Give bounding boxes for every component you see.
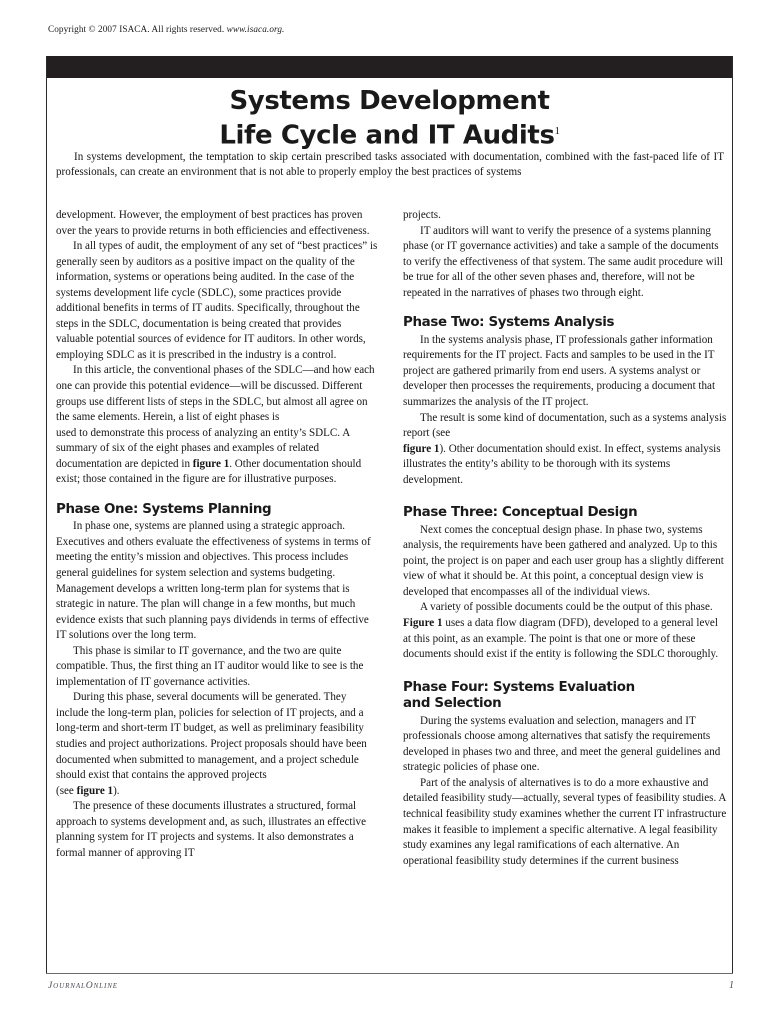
heading-phase-four-line-1: Phase Four: Systems Evaluation <box>403 679 635 695</box>
title-line-2-text: Life Cycle and IT Audits <box>219 120 555 151</box>
paragraph-text: uses a data flow diagram (DFD), developed to a general level at this point, as an example. The point is that one or more of these documents should exist if the entity is following the SDLC thoroughly. <box>403 617 719 661</box>
paragraph-text: ). Other documentation should exist. In effect, systems analysis illustrates the entity’s ability to be thorough with its systems development. <box>403 442 721 486</box>
figure-reference: figure 1 <box>192 457 230 470</box>
paragraph: In the systems analysis phase, IT professionals gather information requirements for the IT project. Facts and samples to be used in the IT project are gathered primarily from end users. A systems analyst or developer then processes the requirements, producing a document that summarizes the analysis of the IT project. <box>403 333 716 408</box>
figure-reference: figure 1 <box>403 442 440 455</box>
left-column <box>56 208 381 869</box>
paragraph: During this phase, several documents will be generated. They include the long-term plan, policies for selection of IT projects, and a long-term and short-term IT budget, as well as preliminary feasibility studies and project authorizations. Project proposals should have been documented when submitted to management, and a project schedule should exist that contains the approved projects <box>56 691 367 782</box>
heading-phase-two: Phase Two: Systems Analysis <box>403 315 615 331</box>
right-column <box>403 208 728 869</box>
paragraph: Next comes the conceptual design phase. In phase two, systems analysis, the requirements have been gathered and analyzed. Up to this point, the project is on paper and each user group has a slightly different view of what it should be. At this point, a conceptual design view is developed that encompasses all of the individual views. <box>403 523 724 598</box>
footer-publication: JournalOnline <box>48 980 118 991</box>
heading-phase-one: Phase One: Systems Planning <box>56 501 272 517</box>
paragraph: IT auditors will want to verify the presence of a systems planning phase (or IT governance activities) and take a sample of the documents to verify the effectiveness of that system. The same audit procedure will be true for all of the other seven phases and, therefore, will not be repeated in the narratives of phases two through eight. <box>403 224 723 299</box>
paragraph: In phase one, systems are planned using a strategic approach. Executives and others evaluate the effectiveness of systems in terms of meeting the entity’s mission and objectives. This process includes general guidelines for system selection and systems budgeting. Management develops a written long-term plan for systems that is strategic in nature. The plan will change in a few months, but much evidence exists that such planning pays dividends in terms of effective IT solutions over the long term. <box>56 520 371 642</box>
paragraph: Part of the analysis of alternatives is to do a more exhaustive and detailed feasibility study—actually, several types of feasibility studies. A technical feasibility study examines whether the current IT infrastructure makes it feasible to implement a specific alternative. A legal feasibility study examines any legal ramifications of each alternative. An operational feasibility study determines if the current business <box>403 776 727 867</box>
title-line-1: Systems Development <box>229 86 550 116</box>
heading-phase-four <box>403 680 728 713</box>
paragraph <box>56 784 381 800</box>
paragraph-text: ). <box>113 784 120 797</box>
paragraph-text: A variety of possible documents could be the output of this phase. <box>420 601 713 614</box>
copyright-line <box>48 24 284 34</box>
lead-paragraph: In systems development, the temptation to skip certain prescribed tasks associated with documentation, combined with the fast-paced life of IT professionals, can create an environment that is not able to properly employ the best practices of systems <box>56 151 724 179</box>
title-line-2 <box>46 116 733 151</box>
paragraph: In all types of audit, the employment of any set of “best practices” is generally seen by auditors as a positive impact on the quality of the information, systems or operations being audited. In the case of the systems development life cycle (SDLC), some practices provide additional benefits in terms of IT audits. Specifically, throughout the steps in the SDLC, documentation is being created that provides valuable potential sources of evidence for IT auditors. In other words, employing SDLC as it is prescribed in the industry is a control. <box>56 240 378 361</box>
paragraph <box>56 426 381 488</box>
paragraph: development. However, the employment of best practices has proven over the years to provide returns in both efficiencies and effectiveness. <box>56 209 370 237</box>
title-footnote-marker: 1 <box>554 125 560 137</box>
footer-page-number: 1 <box>729 980 734 991</box>
paragraph-text: . Other documentation should exist; those contained in the figure are for illustrative purposes. <box>56 457 362 486</box>
paragraph: In this article, the conventional phases of the SDLC—and how each one can provide this potential evidence—will be discussed. Different groups use different lists of steps in the SDLC, but almost all agree on the same elements. Herein, a list of eight phases is <box>56 364 375 424</box>
article-title <box>46 86 733 151</box>
paragraph: The result is some kind of documentation, such as a systems analysis report (see <box>403 411 727 440</box>
body-columns <box>56 208 728 869</box>
figure-reference: figure 1 <box>76 784 114 797</box>
paragraph <box>403 442 728 489</box>
paragraph: The presence of these documents illustrates a structured, formal approach to systems development and, as such, illustrates an effective planning system for IT projects and systems. It also demonstrates a formal manner of approving IT <box>56 800 367 859</box>
heading-phase-four-line-2: and Selection <box>403 696 502 712</box>
figure-reference: Figure 1 <box>403 617 443 630</box>
heading-phase-three: Phase Three: Conceptual Design <box>403 505 638 521</box>
footer-rule <box>46 973 733 974</box>
paragraph <box>403 600 728 662</box>
paragraph: projects. <box>403 209 441 221</box>
copyright-url: www.isaca.org. <box>226 24 285 34</box>
paragraph-text: (see <box>56 784 77 797</box>
copyright-text: Copyright © 2007 ISACA. All rights reserved. <box>48 24 227 34</box>
paragraph: During the systems evaluation and selection, managers and IT professionals choose among alternatives that satisfy the requirements developed in phases two and three, and meet the general guidelines and strategic policies of phase one. <box>403 714 721 774</box>
paragraph: This phase is similar to IT governance, and the two are quite compatible. Thus, the first thing an IT auditor would like to see is the implementation of IT governance activities. <box>56 644 364 688</box>
paragraph-text: used to demonstrate this process of analyzing an entity’s SDLC. A summary of six of the eight phases and examples of related documentation are depicted in <box>56 426 350 470</box>
